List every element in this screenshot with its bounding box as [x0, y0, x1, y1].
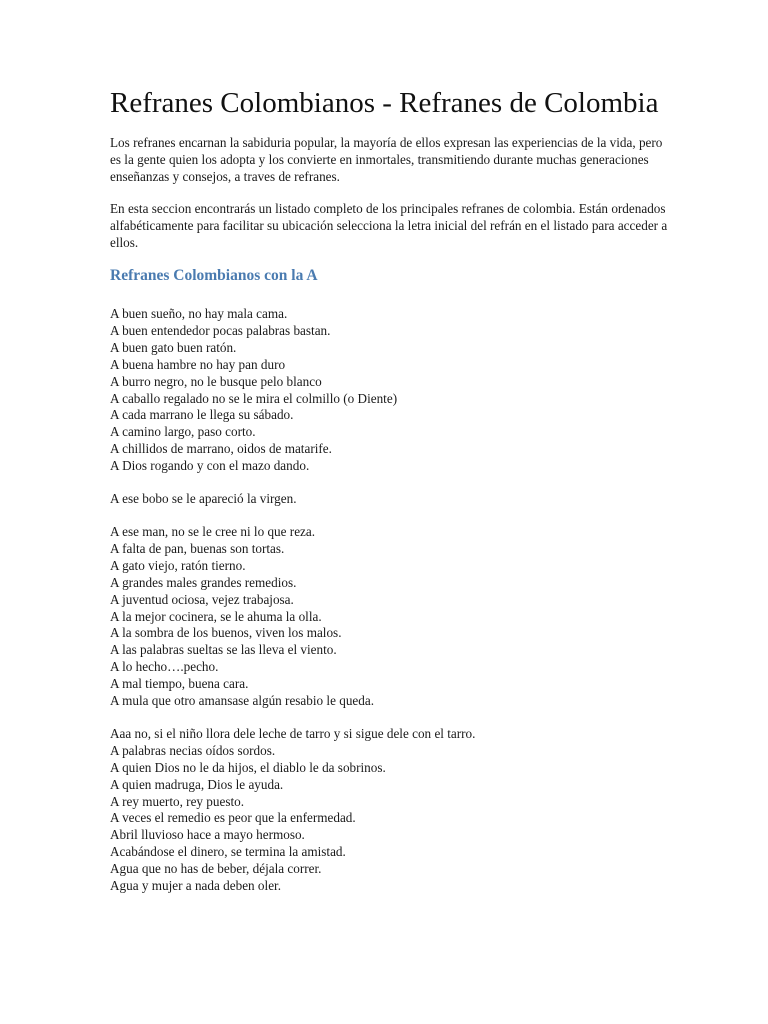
proverb-line: A falta de pan, buenas son tortas. — [110, 540, 285, 556]
proverb-list — [110, 306, 670, 895]
proverb-group — [110, 726, 670, 895]
proverb-line: A mal tiempo, buena cara. — [110, 676, 249, 692]
proverb-line: A las palabras sueltas se las lleva el viento. — [110, 642, 337, 658]
proverb-line: A buen entendedor pocas palabras bastan. — [110, 322, 331, 338]
intro-paragraph-2: En esta seccion encontrarás un listado completo de los principales refranes de colombia. Están ordenados alfabéticamente para facilitar su ubicación selecciona la letra inicial del refrán en el listado para acceder a ellos. — [110, 201, 668, 250]
proverb-line: A ese man, no se le cree ni lo que reza. — [110, 523, 316, 539]
proverb-line: Agua que no has de beber, déjala correr. — [110, 861, 322, 877]
proverb-line: A palabras necias oídos sordos. — [110, 742, 276, 758]
proverb-line: A cada marrano le llega su sábado. — [110, 407, 294, 423]
proverb-line: A juventud ociosa, vejez trabajosa. — [110, 591, 294, 607]
intro-paragraph-1: Los refranes encarnan la sabiduria popular, la mayoría de ellos expresan las experiencias de la vida, pero es la gente quien los adopta y los convierte en inmortales, transmitiendo durante muchas generaciones enseñanzas y consejos, a traves de refranes. — [110, 135, 663, 184]
proverb-line: Aaa no, si el niño llora dele leche de tarro y si sigue dele con el tarro. — [110, 725, 476, 741]
proverb-line: A burro negro, no le busque pelo blanco — [110, 373, 322, 389]
proverb-line: A la sombra de los buenos, viven los malos. — [110, 625, 342, 641]
proverb-line: A buen sueño, no hay mala cama. — [110, 306, 288, 321]
proverb-line: A rey muerto, rey puesto. — [110, 793, 245, 809]
proverb-line: A chillidos de marrano, oidos de matarife. — [110, 441, 332, 457]
proverb-line: A ese bobo se le apareció la virgen. — [110, 491, 297, 507]
proverb-line: A gato viejo, ratón tierno. — [110, 557, 246, 573]
proverb-line: Abril lluvioso hace a mayo hermoso. — [110, 827, 305, 843]
proverb-line: A camino largo, paso corto. — [110, 424, 256, 440]
proverb-group — [110, 491, 670, 508]
proverb-line: A quien Dios no le da hijos, el diablo le da sobrinos. — [110, 759, 386, 775]
proverb-line: A veces el remedio es peor que la enfermedad. — [110, 810, 356, 826]
proverb-line: A quien madruga, Dios le ayuda. — [110, 776, 284, 792]
proverb-line: Acabándose el dinero, se termina la amistad. — [110, 844, 346, 860]
proverb-line: A caballo regalado no se le mira el colmillo (o Diente) — [110, 390, 398, 406]
proverb-line: A grandes males grandes remedios. — [110, 574, 297, 590]
proverb-line: A Dios rogando y con el mazo dando. — [110, 458, 310, 474]
proverb-line: A lo hecho….pecho. — [110, 659, 219, 675]
page-title: Refranes Colombianos - Refranes de Colombia — [110, 87, 659, 119]
section-heading: Refranes Colombianos con la A — [110, 267, 318, 284]
proverb-line: A buena hambre no hay pan duro — [110, 356, 286, 372]
document-page — [110, 86, 670, 911]
proverb-group — [110, 524, 670, 710]
proverb-line: A mula que otro amansase algún resabio le queda. — [110, 693, 375, 709]
proverb-group — [110, 306, 670, 475]
proverb-line: A buen gato buen ratón. — [110, 339, 237, 355]
proverb-line: Agua y mujer a nada deben oler. — [110, 878, 282, 894]
proverb-line: A la mejor cocinera, se le ahuma la olla. — [110, 608, 322, 624]
